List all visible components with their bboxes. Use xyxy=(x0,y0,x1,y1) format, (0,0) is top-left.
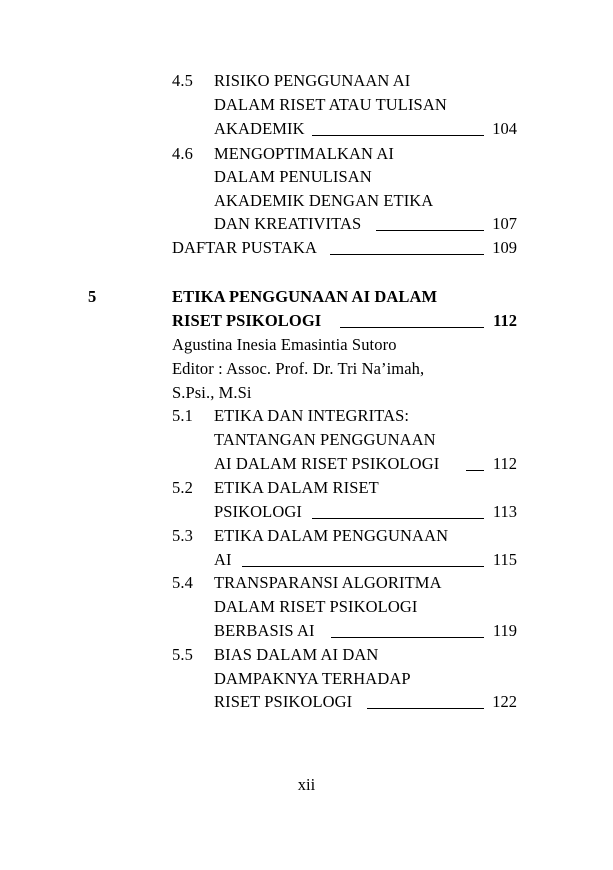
toc-entry-title: ETIKA DAN INTEGRITAS: xyxy=(214,406,410,425)
toc-entry-number: 5.2 xyxy=(172,478,193,497)
chapter-title: RISET PSIKOLOGI xyxy=(172,311,322,330)
toc-entry-number: 5.3 xyxy=(172,526,193,545)
dot-leader xyxy=(312,518,484,519)
toc-entry-title: AI xyxy=(214,550,232,569)
dot-leader xyxy=(242,566,484,567)
toc-entry-number: 5.1 xyxy=(172,406,193,425)
dot-leader xyxy=(330,254,484,255)
page-footer-number: xii xyxy=(297,775,316,794)
toc-entry-title: AKADEMIK xyxy=(214,119,305,138)
toc-entry-title: RISIKO PENGGUNAAN AI xyxy=(214,71,411,90)
toc-entry-title: DALAM RISET PSIKOLOGI xyxy=(214,597,418,616)
chapter-editor: Editor : Assoc. Prof. Dr. Tri Na’imah, xyxy=(172,359,425,378)
toc-entry-number: 4.5 xyxy=(172,71,193,90)
dot-leader xyxy=(312,135,484,136)
toc-page-number: 122 xyxy=(492,692,517,711)
toc-entry-title: MENGOPTIMALKAN AI xyxy=(214,144,394,163)
chapter-author: Agustina Inesia Emasintia Sutoro xyxy=(172,335,397,354)
toc-page-number: 112 xyxy=(492,454,517,473)
toc-entry-title: AKADEMIK DENGAN ETIKA xyxy=(214,191,434,210)
toc-entry-title: BIAS DALAM AI DAN xyxy=(214,645,379,664)
dot-leader xyxy=(331,637,484,638)
chapter-number: 5 xyxy=(88,287,97,306)
toc-entry-title: RISET PSIKOLOGI xyxy=(214,692,353,711)
dot-leader xyxy=(466,470,484,471)
toc-entry-title: ETIKA DALAM RISET xyxy=(214,478,379,497)
toc-entry-number: 5.5 xyxy=(172,645,193,664)
toc-entry-title: PSIKOLOGI xyxy=(214,502,302,521)
toc-entry-title: BERBASIS AI xyxy=(214,621,315,640)
chapter-title: ETIKA PENGGUNAAN AI DALAM xyxy=(172,287,438,306)
toc-entry-number: 4.6 xyxy=(172,144,193,163)
toc-page-number: 119 xyxy=(492,621,517,640)
toc-daftar-pustaka: DAFTAR PUSTAKA xyxy=(172,238,317,257)
toc-entry-title: TANTANGAN PENGGUNAAN xyxy=(214,430,436,449)
toc-page-number: 115 xyxy=(492,550,517,569)
toc-entry-number: 5.4 xyxy=(172,573,193,592)
chapter-editor: S.Psi., M.Si xyxy=(172,383,252,402)
toc-entry-title: DAMPAKNYA TERHADAP xyxy=(214,669,411,688)
toc-entry-title: DALAM RISET ATAU TULISAN xyxy=(214,95,447,114)
toc-page-number: 104 xyxy=(492,119,517,138)
dot-leader xyxy=(340,327,484,328)
toc-page-number: 113 xyxy=(492,502,517,521)
toc-page-number: 112 xyxy=(493,311,517,330)
toc-entry-title: DALAM PENULISAN xyxy=(214,167,372,186)
toc-page-number: 107 xyxy=(492,214,517,233)
toc-entry-title: AI DALAM RISET PSIKOLOGI xyxy=(214,454,440,473)
dot-leader xyxy=(367,708,484,709)
toc-entry-title: DAN KREATIVITAS xyxy=(214,214,362,233)
dot-leader xyxy=(376,230,484,231)
toc-entry-title: TRANSPARANSI ALGORITMA xyxy=(214,573,442,592)
toc-page-number: 109 xyxy=(492,238,517,257)
toc-entry-title: ETIKA DALAM PENGGUNAAN xyxy=(214,526,449,545)
